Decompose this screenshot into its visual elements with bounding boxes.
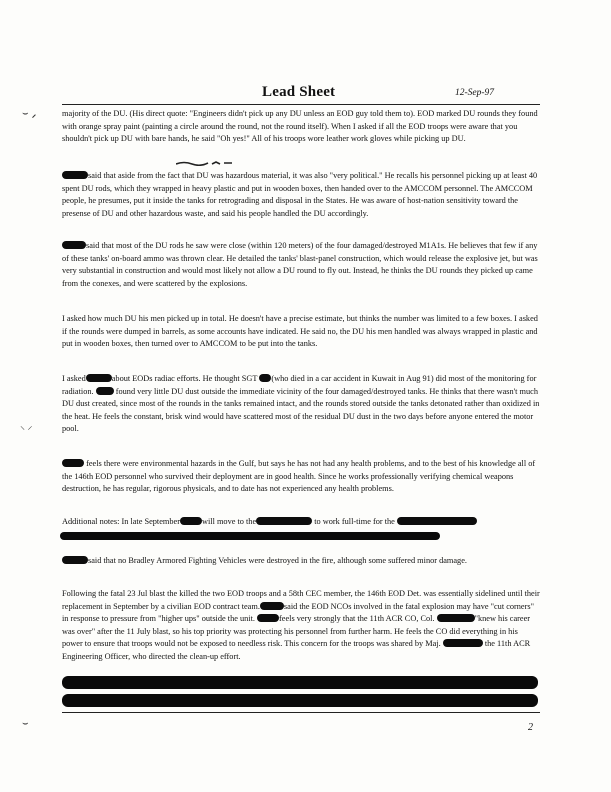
redaction-mark xyxy=(86,374,112,382)
redaction-mark xyxy=(260,602,284,610)
redaction-bar xyxy=(60,532,440,540)
paragraph-9 xyxy=(62,588,540,664)
paragraph-text: (who died in a car accident in Kuwait in Aug 91) did most of the monitoring for radiation. xyxy=(62,374,537,396)
redaction-mark xyxy=(62,459,84,467)
redaction-mark xyxy=(397,517,477,525)
margin-tick: ⌣ xyxy=(22,718,29,729)
redaction-mark xyxy=(443,639,483,647)
redaction-mark xyxy=(259,374,271,382)
redaction-bar xyxy=(62,676,538,689)
paragraph-text: I asked how much DU his men picked up in total. He doesn't have a precise estimate, but thinks the number was limited to a few boxes. I asked if the rounds were dumped in barrels, as some accounts have indicated. He said no, the DU his men handled was always wrapped in plastic and put in wooden boxes, then turned over to AMCCOM to be put into the tanks. xyxy=(62,314,538,349)
redaction-mark xyxy=(62,556,88,564)
paragraph-text: Additional notes: In late September xyxy=(62,517,180,526)
paragraph-5 xyxy=(62,373,540,436)
paragraph-6 xyxy=(62,458,540,496)
redaction-mark xyxy=(257,614,279,622)
paragraph-7 xyxy=(62,516,540,529)
handwritten-mark xyxy=(176,160,236,166)
paragraph-text: feels there were environmental hazards in the Gulf, but says he has not had any health problems, and to the best of his knowledge all of the 146th EOD personnel who survived their deployment are in good health. Since he works professionally verifying chemical weapons destruction, he has regular, rigorous physicals, and to date has not experienced any health problems. xyxy=(62,459,536,494)
paragraph-4 xyxy=(62,313,540,351)
paragraph-text: to work full-time for the xyxy=(314,517,395,526)
paragraph-text: said that most of the DU rods he saw were close (within 120 meters) of the four damaged/destroyed M1A1s. He believes that few if any of these tanks' on-board ammo was thrown clear. He detailed the tanks' blast-panel construction, which would release the explosive jet, but was very substantial in construction and would most likely not allow a DU round to fly out. Instead, he thinks the DU rounds they picked up came from the conexes, and were scattered by the explosions. xyxy=(62,241,538,288)
paragraph-text: I asked xyxy=(62,374,86,383)
redaction-mark xyxy=(96,387,114,395)
paragraph-text: said that aside from the fact that DU was hazardous material, it was also "very political." He recalls his personnel picking up at least 40 spent DU rods, which they wrapped in heavy plastic and put in wooden boxes, then handed over to the AMCCOM personnel. The AMCCOM people, he presumes, put it inside the tanks for retrograding and disposal in the States. He was aware of host-nation sensitivity toward the presense of DU and other hazardous waste, and said his people handled the DU accordingly. xyxy=(62,171,538,218)
page-number: 2 xyxy=(528,722,533,733)
paragraph-text: about EODs radiac efforts. He thought SGT xyxy=(111,374,258,383)
redaction-mark xyxy=(256,517,312,525)
header-rule xyxy=(62,104,540,105)
paragraph-text: said that no Bradley Armored Fighting Vehicles were destroyed in the fire, although some suffered minor damage. xyxy=(88,556,467,565)
redaction-mark xyxy=(62,171,88,179)
paragraph-1 xyxy=(62,108,540,146)
paragraph-text: will move to the xyxy=(201,517,257,526)
document-date: 12-Sep-97 xyxy=(455,88,495,98)
document-title: Lead Sheet xyxy=(262,84,336,100)
paragraph-text: Following the fatal 23 Jul blast the killed the two EOD troops and a 58th CEC member, the 146th EOD Det. was essentially sidelined until their replacement in September by a civilian EOD contract team. xyxy=(62,589,540,611)
margin-tick: ⌣ ⸝ xyxy=(22,108,38,119)
paragraph-text: majority of the DU. (His direct quote: "Engineers didn't pick up any DU unless an EOD guy told them to). EOD marked DU rounds they found with orange spray paint (painting a circle around the round, not the round itself). When I asked if all the EOD troops were aware that you shouldn't pick up DU with bare hands, he said "Oh yes!" All of his troops wore leather work gloves while picking up DU. xyxy=(62,109,538,144)
paragraph-2 xyxy=(62,170,540,220)
paragraph-text: said the EOD NCOs involved in the fatal explosion may have "cut corners" in response to pressure from "higher ups" outside the unit. xyxy=(62,601,534,624)
paragraph-text: feels very strongly that the 11th ACR CO, Col. xyxy=(279,614,435,624)
paragraph-3 xyxy=(62,240,540,290)
paragraph-text: the 11th ACR Engineering Officer, who directed the clean-up effort. xyxy=(62,639,531,661)
redaction-mark xyxy=(180,517,202,525)
paragraph-text: "knew his career was over" after the 11 July blast, so his top priority was protecting his personnel from further harm. He feels the CO did everything in his power to ensure that troops would not be exposed to needless risk. This concern for the troops was shared by Maj. xyxy=(62,614,531,649)
redaction-bar xyxy=(62,694,538,707)
paragraph-text: found very little DU dust outside the immediate vicinity of the four damaged/destroyed tanks. He thinks that there wasn't much DU dust created, since most of the rounds in the tanks remained intact, and the rounds stored outside the tanks detonated rather than oxidized in the heat. He feels the constant, brisk wind would have scattered most of the residual DU dust in the two days before anyone entered the motor pool. xyxy=(62,386,540,434)
margin-tick: ⸜ ⸝ xyxy=(20,421,33,432)
paragraph-8 xyxy=(62,555,540,568)
footer-rule xyxy=(62,712,540,713)
redaction-mark xyxy=(437,614,475,622)
redaction-mark xyxy=(62,241,86,249)
